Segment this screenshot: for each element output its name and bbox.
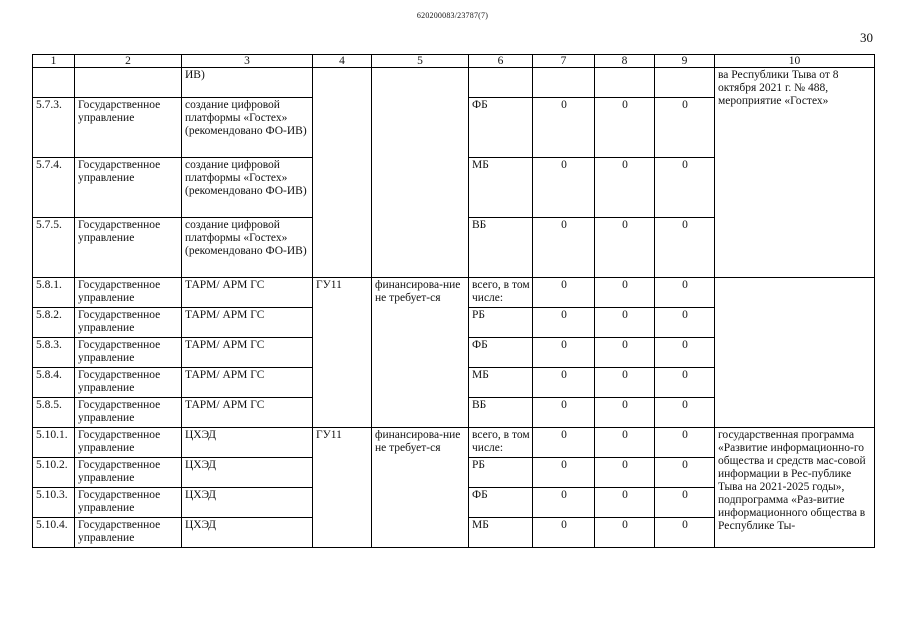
header-row	[33, 55, 875, 68]
cell-value: 0	[655, 518, 715, 548]
cell-value: 0	[533, 218, 595, 278]
cell-source: МБ	[469, 158, 533, 218]
cell-value	[533, 68, 595, 98]
cell-program-reference: ва Республики Тыва от 8 октября 2021 г. № 488, мероприятие «Гостех»	[715, 68, 875, 278]
cell-name: создание цифровой платформы «Гостех» (рекомендовано ФО-ИВ)	[182, 218, 313, 278]
program-table	[32, 54, 875, 548]
cell-value: 0	[655, 158, 715, 218]
cell-col5: финансирова-ние не требует-ся	[372, 278, 469, 428]
cell-col5: финансирова-ние не требует-ся	[372, 428, 469, 548]
cell-source: МБ	[469, 368, 533, 398]
cell-source: ФБ	[469, 488, 533, 518]
column-header: 2	[75, 55, 182, 68]
cell-value: 0	[595, 218, 655, 278]
cell-source: РБ	[469, 308, 533, 338]
column-header: 1	[33, 55, 75, 68]
cell-name: ИВ)	[182, 68, 313, 98]
column-header: 9	[655, 55, 715, 68]
cell-value: 0	[595, 368, 655, 398]
cell-code: 5.8.2.	[33, 308, 75, 338]
cell-source	[469, 68, 533, 98]
cell-name: ТАРМ/ АРМ ГС	[182, 368, 313, 398]
cell-name: ТАРМ/ АРМ ГС	[182, 338, 313, 368]
cell-code	[33, 68, 75, 98]
cell-code: 5.10.3.	[33, 488, 75, 518]
cell-col4	[313, 68, 372, 278]
column-header: 7	[533, 55, 595, 68]
cell-value: 0	[533, 308, 595, 338]
cell-code: 5.10.1.	[33, 428, 75, 458]
cell-name: ТАРМ/ АРМ ГС	[182, 398, 313, 428]
cell-area: Государственное управление	[75, 488, 182, 518]
column-header: 10	[715, 55, 875, 68]
cell-value	[595, 68, 655, 98]
cell-value: 0	[533, 158, 595, 218]
cell-source: ВБ	[469, 218, 533, 278]
cell-col4: ГУ11	[313, 278, 372, 428]
cell-code: 5.7.4.	[33, 158, 75, 218]
cell-name: ЦХЭД	[182, 488, 313, 518]
cell-value: 0	[655, 308, 715, 338]
table-row	[33, 278, 875, 308]
cell-area: Государственное управление	[75, 428, 182, 458]
cell-code: 5.10.4.	[33, 518, 75, 548]
table-row	[33, 428, 875, 458]
cell-value: 0	[533, 428, 595, 458]
cell-area: Государственное управление	[75, 518, 182, 548]
cell-area: Государственное управление	[75, 308, 182, 338]
cell-value: 0	[533, 458, 595, 488]
cell-value: 0	[595, 338, 655, 368]
cell-area: Государственное управление	[75, 158, 182, 218]
cell-code: 5.8.1.	[33, 278, 75, 308]
cell-area: Государственное управление	[75, 458, 182, 488]
table-row	[33, 68, 875, 98]
cell-area: Государственное управление	[75, 218, 182, 278]
cell-area	[75, 68, 182, 98]
cell-col5	[372, 68, 469, 278]
cell-name: ЦХЭД	[182, 518, 313, 548]
cell-value: 0	[655, 398, 715, 428]
column-header: 6	[469, 55, 533, 68]
cell-source: ФБ	[469, 98, 533, 158]
column-header: 8	[595, 55, 655, 68]
cell-value: 0	[595, 458, 655, 488]
cell-value: 0	[595, 398, 655, 428]
cell-name: ТАРМ/ АРМ ГС	[182, 278, 313, 308]
cell-source: всего, в том числе:	[469, 428, 533, 458]
cell-value: 0	[655, 428, 715, 458]
cell-value: 0	[595, 308, 655, 338]
cell-value: 0	[533, 98, 595, 158]
cell-value: 0	[655, 278, 715, 308]
cell-value: 0	[533, 518, 595, 548]
cell-value: 0	[595, 518, 655, 548]
cell-name: создание цифровой платформы «Гостех» (рекомендовано ФО-ИВ)	[182, 98, 313, 158]
cell-value: 0	[655, 218, 715, 278]
cell-value	[655, 68, 715, 98]
cell-name: ЦХЭД	[182, 458, 313, 488]
cell-value: 0	[533, 278, 595, 308]
cell-name: ТАРМ/ АРМ ГС	[182, 308, 313, 338]
cell-code: 5.10.2.	[33, 458, 75, 488]
cell-value: 0	[533, 398, 595, 428]
cell-value: 0	[655, 338, 715, 368]
cell-program-reference	[715, 278, 875, 428]
cell-source: всего, в том числе:	[469, 278, 533, 308]
cell-code: 5.7.5.	[33, 218, 75, 278]
cell-value: 0	[595, 428, 655, 458]
cell-area: Государственное управление	[75, 368, 182, 398]
document-id: 620200083/23787(7)	[416, 11, 489, 20]
cell-source: ФБ	[469, 338, 533, 368]
column-header: 5	[372, 55, 469, 68]
cell-value: 0	[655, 458, 715, 488]
cell-code: 5.8.3.	[33, 338, 75, 368]
cell-value: 0	[655, 98, 715, 158]
cell-source: ВБ	[469, 398, 533, 428]
cell-name: ЦХЭД	[182, 428, 313, 458]
page-number: 30	[860, 30, 873, 45]
cell-col4: ГУ11	[313, 428, 372, 548]
cell-value: 0	[595, 98, 655, 158]
cell-source: МБ	[469, 518, 533, 548]
cell-source: РБ	[469, 458, 533, 488]
cell-area: Государственное управление	[75, 278, 182, 308]
cell-area: Государственное управление	[75, 98, 182, 158]
column-header: 4	[313, 55, 372, 68]
cell-code: 5.7.3.	[33, 98, 75, 158]
cell-value: 0	[595, 278, 655, 308]
cell-code: 5.8.4.	[33, 368, 75, 398]
cell-program-reference: государственная программа «Развитие информационно-го общества и средств мас-совой информации в Рес-публике Тыва на 2021-2025 годы», подпрограмма «Раз-витие информационного общества в Республике Ты-	[715, 428, 875, 548]
cell-value: 0	[533, 488, 595, 518]
cell-value: 0	[655, 368, 715, 398]
cell-value: 0	[655, 488, 715, 518]
cell-value: 0	[595, 488, 655, 518]
cell-area: Государственное управление	[75, 338, 182, 368]
cell-value: 0	[533, 368, 595, 398]
column-header: 3	[182, 55, 313, 68]
cell-area: Государственное управление	[75, 398, 182, 428]
cell-code: 5.8.5.	[33, 398, 75, 428]
cell-name: создание цифровой платформы «Гостех» (рекомендовано ФО-ИВ)	[182, 158, 313, 218]
cell-value: 0	[533, 338, 595, 368]
cell-value: 0	[595, 158, 655, 218]
